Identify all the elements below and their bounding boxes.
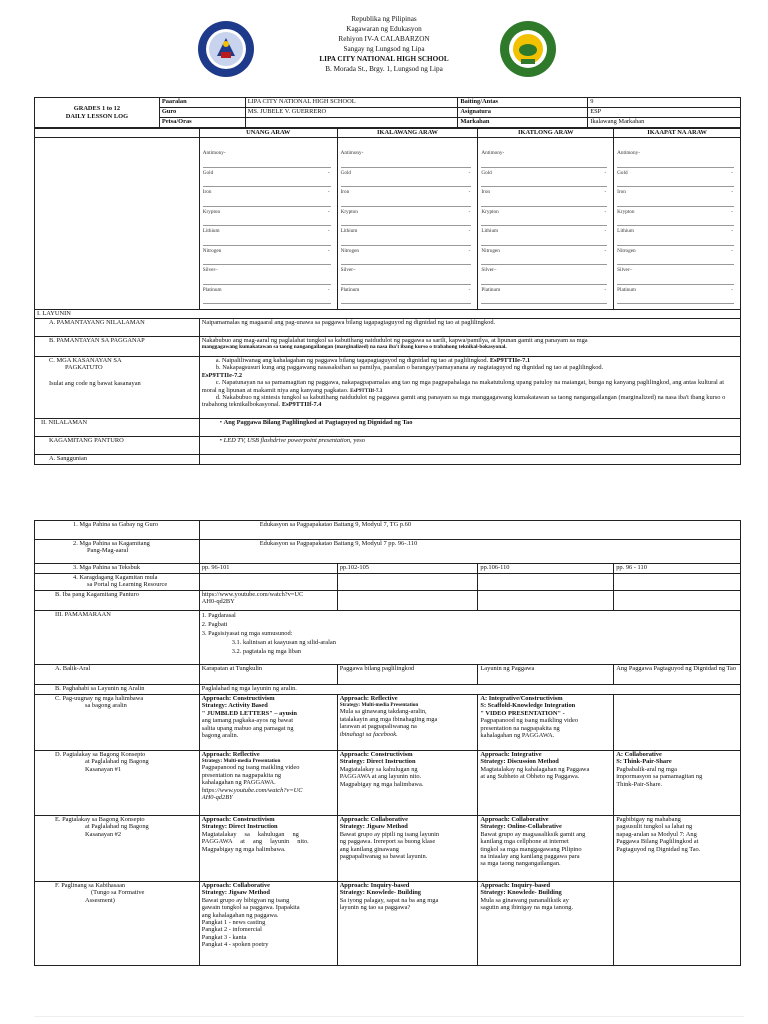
pag-uugnay-label: C. Pag-uugnay ng mga halimbawa sa bagong aralin bbox=[35, 695, 200, 751]
elements-list-day1 bbox=[199, 138, 337, 310]
karagdagang-label: 4. Karagdagang Kagamitan mula sa Portal ng Learning Resource bbox=[35, 574, 200, 591]
element-item: Krypton - bbox=[617, 207, 734, 227]
teksbuk-label: 3. Mga Pahina sa Teksbuk bbox=[35, 564, 200, 574]
element-item: Krypton - bbox=[203, 207, 331, 227]
pamamaraan-steps: 1. Pagdarasal 2. Pagbati 3. Pagsisiyasat ng mga sumusunod: 3.1. kalinisan at kaayusan ng silid-aralan 3.2. pagtatala ng mga liban bbox=[199, 611, 740, 665]
element-item: Platinum - bbox=[203, 285, 331, 305]
element-item: Krypton - bbox=[341, 207, 472, 227]
day-2-header: IKALAWANG ARAW bbox=[337, 129, 478, 138]
pamamaraan-label: III. PAMAMARAAN bbox=[35, 611, 200, 665]
day-1-header: UNANG ARAW bbox=[199, 129, 337, 138]
iba-day4 bbox=[614, 591, 741, 611]
pagtalakay-2-day4: Pagbibigay ng mahabang pagsusulit tungkol sa lahat ng napag-aralan sa Modyul 7: Ang Paggawa Bilang Paglilingkod at Pagtaguyod ng Dignidad ng Tao. bbox=[614, 816, 741, 882]
asignatura-value: ESP bbox=[588, 108, 741, 118]
element-item: Lithium - bbox=[617, 226, 734, 246]
pagtalakay-2-label: E. Pagtalakay sa Bagong Konsepto at Paglalahad ng Bagong Kasanayan #2 bbox=[35, 816, 200, 882]
pagtalakay-1-day4: A: Collaborative S: Think-Pair-Share Pagbabalik-aral ng mga impormasyon sa pamamagitan ng Think-Pair-Share. bbox=[614, 751, 741, 816]
element-item: Krypton - bbox=[481, 207, 607, 227]
element-item: Iron - bbox=[617, 187, 734, 207]
element-item: Nitrogen - bbox=[341, 246, 472, 266]
balik-aral-day4: Ang Paggawa Pagtaguyod ng Dignidad ng Tao bbox=[614, 665, 741, 685]
pagganap-line-2: manggagawang kumakatawan sa taong nangangailangan (marginalized) na nasa iba't ibang kurso o trabahong teknikal-bokasyonal. bbox=[201, 344, 507, 351]
pamantayan-pagganap-label: B. PAMANTAYAN SA PAGGANAP bbox=[35, 337, 200, 357]
kasanayan-note: Isulat ang code ng bawat kasanayan bbox=[49, 379, 141, 387]
paghahabi-label: B. Paghahabi sa Layunin ng Aralin bbox=[35, 685, 200, 695]
element-item: Iron - bbox=[341, 187, 472, 207]
baitang-value: 9 bbox=[588, 98, 741, 108]
kagamitang-mag-aaral-text: Edukasyon sa Pagpapakatao Baitang 9, Modyul 7 pp. 96-.110 bbox=[199, 540, 740, 564]
element-item: Silver– bbox=[203, 265, 331, 285]
pagtalakay-1-day2: Approach: Constructivism Strategy: Direct Instruction Magtatalakay sa kahulugan ng PAGGAWA at ang layunin nito. Magpabigay ng mga halimbawa. bbox=[337, 751, 478, 816]
iba-day2 bbox=[337, 591, 478, 611]
elements-blank bbox=[35, 138, 200, 310]
karagdagang-day2 bbox=[337, 574, 478, 591]
pamantayang-nilalaman-label: A. PAMANTAYANG NILALAMAN bbox=[35, 319, 200, 337]
element-item: Platinum - bbox=[341, 285, 472, 305]
paglinang-day3: Approach: Inquiry-based Strategy: Knowlede- Building Mula sa ginawang pananaliksik ay sagutin ang ibinigay na mga tanong. bbox=[478, 882, 614, 966]
element-item: Gold - bbox=[617, 168, 734, 188]
pag-uugnay-day1: Approach: Constructivism Strategy: Activity Based " JUMBLED LETTERS" – ayusin ang tamang pagkaka-ayos ng bawat salita upang mabuo ang pamagat ng bagong aralin. bbox=[199, 695, 337, 751]
youtube-link[interactable]: https://www.youtube.com/watch?v=UC AH0-qd2BY bbox=[199, 591, 337, 611]
guro-value: MS. JUBELE V. GUERRERO bbox=[245, 108, 458, 118]
pagganap-line-1: Nakabubuo ang mag-aaral ng paglalahat tungkol sa kabutihang naidudulot ng paggawa sa sarili, kapwa/pamilya, at lipunan gamit ang panayam sa mga bbox=[201, 337, 588, 344]
element-item: Iron - bbox=[481, 187, 607, 207]
paglinang-day2: Approach: Inquiry-based Strategy: Knowlede- Building Sa iyong palagay, sapat na ba ang mga layunin ng tao sa paggawa? bbox=[337, 882, 478, 966]
element-item: Gold - bbox=[203, 168, 331, 188]
letterhead-line: Republika ng Pilipinas bbox=[351, 15, 417, 23]
pagtalakay-2-day1: Approach: Constructivism Strategy: Direct Instruction Magtatalakay sa kahulugan ng PAGGAWA at ang layunin nito. Magpabigay ng mga halimbawa. bbox=[199, 816, 337, 882]
school-name: LIPA CITY NATIONAL HIGH SCHOOL bbox=[319, 55, 449, 63]
karagdagang-day1 bbox=[199, 574, 337, 591]
karagdagang-day4 bbox=[614, 574, 741, 591]
element-item: Nitrogen - bbox=[617, 246, 734, 266]
petsa-label: Petsa/Oras bbox=[159, 118, 245, 128]
pag-uugnay-day3: A: Integrative/Constructivism S: Scaffold-Knowledge Integration " VIDEO PRESENTATION" - Pagpapanood ng isang maikling video presentation na nagpapakita ng kahalagahan ng PAGGAWA. bbox=[478, 695, 614, 751]
elements-list-day2 bbox=[337, 138, 478, 310]
sanggunian-text bbox=[199, 455, 740, 465]
pagtalakay-1-day3: Approach: Integrative Strategy: Discussion Method Magtatalakay ng kahalagahan ng Paggawa at ang Subheto at Obheto ng Paggawa. bbox=[478, 751, 614, 816]
kasanayan-label-1: C. MGA KASANAYAN SA bbox=[49, 357, 122, 364]
element-item: Antimony- bbox=[341, 148, 472, 168]
kagamitang-mag-aaral-label: 2. Mga Pahina sa Kagamitang Pang-Mag-aaral bbox=[35, 540, 200, 564]
pamantayan-pagganap-text bbox=[199, 337, 740, 357]
pag-uugnay-day2: Approach: Reflective Strategy: Multi-media Presentation Mula sa ginawang takdang-aralin, tatalakayin ang mga ibinahagiing mga larawan at pagpapaliwanag na ibinahagi sa facebook. bbox=[337, 695, 478, 751]
element-item: Platinum - bbox=[617, 285, 734, 305]
nilalaman-text: • Ang Paggawa Bilang Paglilingkod at Pagtaguyod ng Dignidad ng Tao bbox=[199, 419, 740, 437]
karagdagang-day3 bbox=[478, 574, 614, 591]
dll-label: DAILY LESSON LOG bbox=[65, 112, 129, 120]
layunin-heading: I. LAYUNIN bbox=[35, 310, 741, 319]
letterhead bbox=[0, 14, 768, 74]
gabay-guro-text: Edukasyon sa Pagpapakatao Baitang 9, Modyul 7, TG p.60 bbox=[199, 521, 740, 540]
days-blank bbox=[35, 129, 200, 138]
asignatura-label: Asignatura bbox=[458, 108, 588, 118]
elements-list-day3 bbox=[478, 138, 614, 310]
procedure-table bbox=[34, 520, 741, 966]
baitang-label: Baiting/Antas bbox=[458, 98, 588, 108]
kasanayan-c: c. Napatunayan na sa pamamagitan ng paggawa, nakapagpapamalas ang tao ng mga pagpapahalaga na makatutulong upang patuloy na maiangat, bunga ng kanyang paglilingkod, ang antas kultural at moral ng lipunan at makamit niya ang kanyang pagkatao. EsP9TTIIf-7.3 bbox=[201, 379, 725, 394]
teksbuk-day1: pp. 96-101 bbox=[199, 564, 337, 574]
element-item: Antimony- bbox=[203, 148, 331, 168]
balik-aral-label: A. Balik-Aral bbox=[35, 665, 200, 685]
elements-list-day4 bbox=[614, 138, 741, 310]
teksbuk-day4: pp. 96 - 110 bbox=[614, 564, 741, 574]
pagtalakay-2-day3: Approach: Collaborative Strategy: Online-Collabrative Bawat grupo ay magsasaliksik gamit ang kanilang mga cellphone at internet tingkol sa mga manggagawang Pilipino na iniaalay ang kanilang paggawa para sa mga taong nangangailangan. bbox=[478, 816, 614, 882]
paglinang-label: F. Paglinang sa Kabihasaan (Tungo sa Formative Assesment) bbox=[35, 882, 200, 966]
paaralan-value: LIPA CITY NATIONAL HIGH SCHOOL bbox=[245, 98, 458, 108]
element-item: Lithium - bbox=[481, 226, 607, 246]
teksbuk-day3: pp.106-110 bbox=[478, 564, 614, 574]
kagamitan-label: KAGAMITANG PANTURO bbox=[35, 437, 200, 455]
kasanayan-text bbox=[199, 357, 740, 419]
day-3-header: IKATLONG ARAW bbox=[478, 129, 614, 138]
teksbuk-day2: pp.102-105 bbox=[337, 564, 478, 574]
kasanayan-b: b. Nakapagsusuri kung ang paggawang nasasaksihan sa pamilya, paaralan o barangay/pamayanana ay nagtataguyod ng dignidad ng tao at paglilingkod. EsP9TTIIe-7.2 bbox=[201, 364, 604, 379]
markahan-label: Markahan bbox=[458, 118, 588, 128]
element-item: Gold - bbox=[341, 168, 472, 188]
element-item: Platinum - bbox=[481, 285, 607, 305]
balik-aral-day1: Karapatan at Tungkulin bbox=[199, 665, 337, 685]
balik-aral-day2: Paggawa bilang paglilingkod bbox=[337, 665, 478, 685]
element-item: Antimony- bbox=[481, 148, 607, 168]
pag-uugnay-day4 bbox=[614, 695, 741, 751]
iba-pang-kagamitan-label: B. Iba pang Kagamitang Panturo bbox=[35, 591, 200, 611]
pagtalakay-2-day2: Approach: Collaborative Strategy: Jigsaw Method Bawat grupo ay pipili ng isang layunin ng paggawa. Irereport sa buong klase ang kanilang ginawang pagpapaliwanag sa bawat layunin. bbox=[337, 816, 478, 882]
kasanayan-label bbox=[35, 357, 200, 419]
element-item: Lithium - bbox=[203, 226, 331, 246]
pagtalakay-1-day1: Approach: Reflective Strategy: Multi-media Presentation Pagpapanood ng isang maikling video presentation na nagpapakita ng kahalagahan ng PAGGAWA. https://www.youtube.com/watch?v=UC AH0-qd2BY bbox=[199, 751, 337, 816]
paglinang-day4 bbox=[614, 882, 741, 966]
info-table bbox=[34, 97, 741, 128]
letterhead-line: Sangay ng Lungsod ng Lipa bbox=[343, 45, 425, 53]
pagtalakay-1-label: D. Pagtalakay sa Bagong Konsepto at Paglalahad ng Bagong Kasanayan #1 bbox=[35, 751, 200, 816]
guro-label: Guro bbox=[159, 108, 245, 118]
element-item: Silver– bbox=[341, 265, 472, 285]
school-address: B. Morada St., Brgy. 1, Lungsod ng Lipa bbox=[325, 65, 443, 73]
element-item: Silver– bbox=[617, 265, 734, 285]
page-footer-divider bbox=[34, 1016, 744, 1017]
element-item: Silver– bbox=[481, 265, 607, 285]
paghahabi-text: Paglalahad ng mga layunin ng aralin. bbox=[199, 685, 740, 695]
kasanayan-a: a. Naipaliliwanag ang kahalagahan ng paggawa bilang tagapagtaguyod ng dignidad ng tao at paglilingkod. EsP9TTIIe-7.1 bbox=[215, 357, 531, 364]
element-item: Iron - bbox=[203, 187, 331, 207]
day-4-header: IKAAPAT NA ARAW bbox=[614, 129, 741, 138]
element-item: Gold - bbox=[481, 168, 607, 188]
iba-day3 bbox=[478, 591, 614, 611]
objectives-table bbox=[34, 128, 741, 465]
sanggunian-label: A. Sanggunian bbox=[35, 455, 200, 465]
kagamitan-text: • LED TV, USB flashdrive powerpoint presentation, yeso bbox=[199, 437, 740, 455]
paaralan-label: Paaralan bbox=[159, 98, 245, 108]
element-item: Nitrogen - bbox=[481, 246, 607, 266]
element-item: Antimony- bbox=[617, 148, 734, 168]
paglinang-day1: Approach: Collaborative Strategy: Jigsaw Method Bawat grupo ay bibigyan ng isang gawain tungkol sa paggawa. Ipapakita ang kahalagahan ng paggawa. Pangkat 1 - news casting Pangkat 2 - infomercial Pangkat 3 - kanta Pangkat 4 - spoken poetry bbox=[199, 882, 337, 966]
grades-label: GRADES 1 to 12 bbox=[73, 105, 121, 113]
letterhead-line: Rehiyon IV-A CALABARZON bbox=[338, 35, 430, 43]
nilalaman-label: II. NILALAMAN bbox=[35, 419, 200, 437]
element-item: Lithium - bbox=[341, 226, 472, 246]
dll-title-cell bbox=[35, 98, 160, 128]
kasanayan-label-2: PAGKATUTO bbox=[65, 364, 103, 372]
letterhead-line: Kagawaran ng Edukasyon bbox=[346, 25, 422, 33]
gabay-guro-label: 1. Mga Pahina sa Gabay ng Guro bbox=[35, 521, 200, 540]
petsa-value bbox=[245, 118, 458, 128]
pamantayang-nilalaman-text: Naipamamalas ng magaaral ang pag-unawa sa paggawa bilang tagapagtaguyod ng dignidad ng tao at paglilingkod. bbox=[199, 319, 740, 337]
balik-aral-day3: Layunin ng Paggawa bbox=[478, 665, 614, 685]
markahan-value: Ikalawang Markahan bbox=[588, 118, 741, 128]
kasanayan-d: d. Nakabubuo ng sintesis tungkol sa kabutihang naidudulot ng paggawa gamit ang panayam sa mga manggagawang kumakatawan sa taong nangangailangan (marginalized) na nasa iba't ibang kurso o trabahong teknikalbokasyonal. EsP9TTIIf-7.4 bbox=[201, 394, 726, 409]
element-item: Nitrogen - bbox=[203, 246, 331, 266]
